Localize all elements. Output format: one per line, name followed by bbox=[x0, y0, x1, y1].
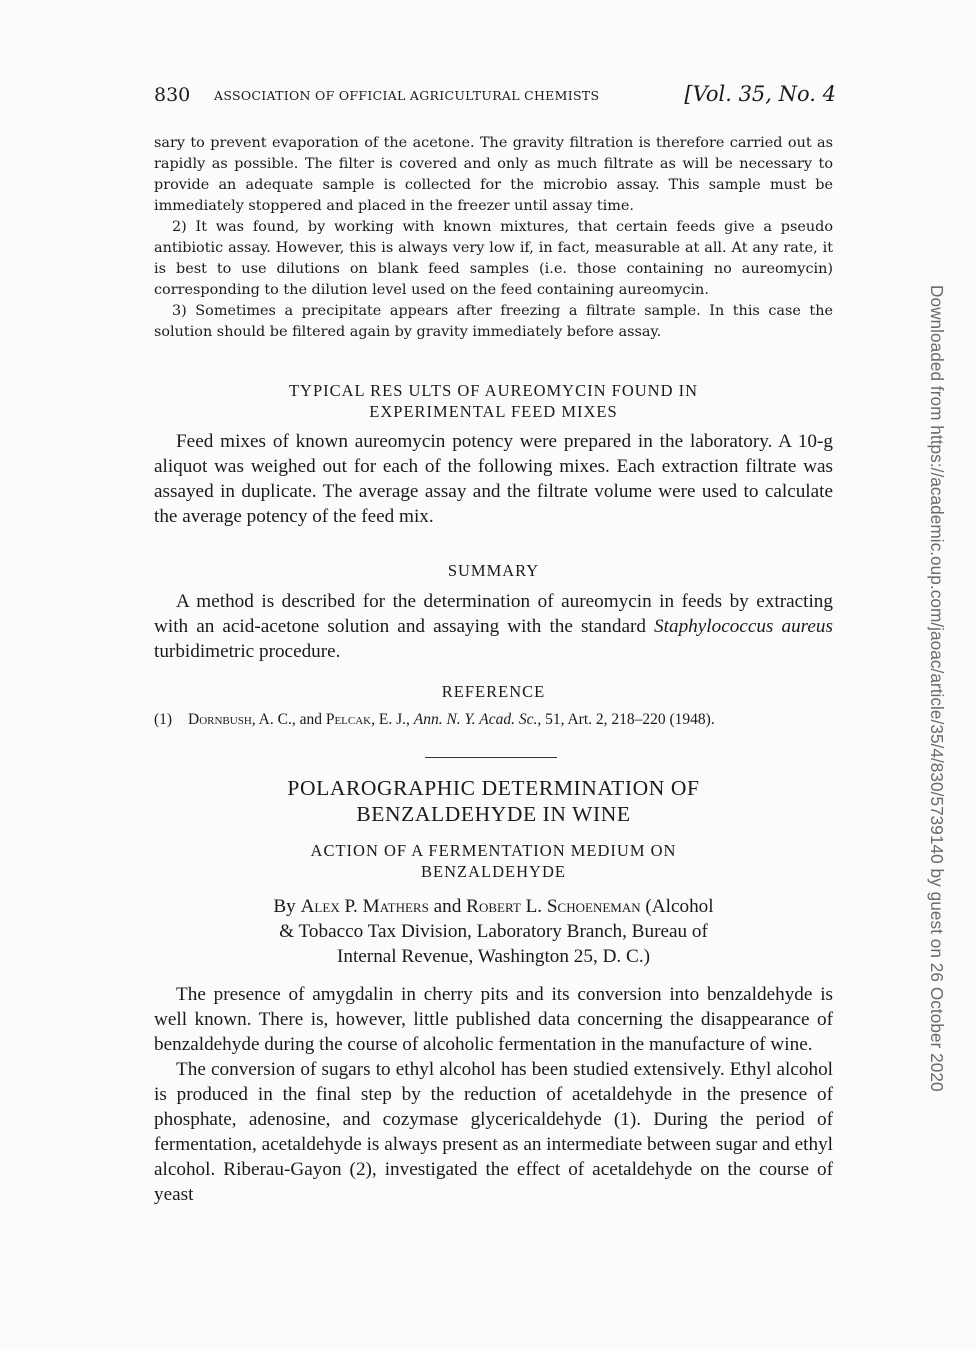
reference-heading: REFERENCE bbox=[441, 682, 546, 701]
byline-line bbox=[154, 894, 833, 919]
reference-text: , E. J., bbox=[371, 711, 414, 728]
running-header bbox=[154, 82, 836, 112]
article-body bbox=[154, 982, 833, 1207]
author-byline bbox=[154, 894, 833, 969]
byline-text: By bbox=[273, 896, 301, 917]
note-paragraph-1: sary to prevent evaporation of the acetone. The gravity filtration is therefore carried out as rapidly as possible. The filter is covered and only as much filtrate as will be necessary to provide an adequate sample is collected for the microbio assay. This sample must be immediately stoppered and placed in the freezer until assay time. bbox=[154, 135, 833, 214]
reference-number: (1) bbox=[154, 711, 173, 728]
summary-text-part: turbidimetric procedure. bbox=[154, 641, 341, 662]
journal-name: ASSOCIATION OF OFFICIAL AGRICULTURAL CHEMISTS bbox=[214, 88, 600, 103]
reference-text: , 51, Art. 2, 218–220 (1948). bbox=[537, 711, 715, 728]
author-name: Alex P. Mathers bbox=[300, 896, 429, 917]
byline-text: (Alcohol bbox=[640, 896, 714, 917]
subtitle-line: BENZALDEHYDE bbox=[421, 862, 566, 881]
affiliation-line: Internal Revenue, Washington 25, D. C.) bbox=[336, 946, 651, 967]
paragraph: Feed mixes of known aureomycin potency were prepared in the laboratory. A 10-g aliquot was weighed out for each of the following mixes. Each extraction filtrate was assayed in duplicate. The average assay and the filtrate volume were used to calculate the average potency of the feed mix. bbox=[154, 431, 833, 527]
subtitle-line: ACTION OF A FERMENTATION MEDIUM ON bbox=[310, 841, 677, 860]
paragraph: The conversion of sugars to ethyl alcohol has been studied extensively. Ethyl alcohol is produced in the final step by the reduction of acetaldehyde in the presence of phosphate, adenosine, and cozymase glycericaldehyde (1). During the period of fermentation, acetaldehyde is always present as an intermediate between sugar and ethyl alcohol. Riberau-Gayon (2), investigated the effect of acetaldehyde on the course of yeast bbox=[154, 1059, 833, 1205]
volume-issue: [Vol. 35, No. 4 bbox=[684, 82, 836, 106]
typical-results-heading bbox=[154, 380, 833, 422]
affiliation-line: & Tobacco Tax Division, Laboratory Branch, Bureau of bbox=[279, 921, 708, 942]
paragraph bbox=[154, 589, 833, 664]
reference-entry bbox=[154, 710, 836, 730]
title-line: BENZALDEHYDE IN WINE bbox=[356, 802, 631, 826]
note-paragraph-3: 3) Sometimes a precipitate appears after freezing a filtrate sample. In this case the solution should be filtered again by gravity immediately before assay. bbox=[154, 303, 833, 340]
paragraph: The presence of amygdalin in cherry pits and its conversion into benzaldehyde is well known. There is, however, little published data concerning the disappearance of benzaldehyde during the course of alcoholic fermentation in the manufacture of wine. bbox=[154, 984, 833, 1055]
title-line: POLAROGRAPHIC DETERMINATION OF bbox=[287, 776, 700, 800]
author-name: Dornbush bbox=[188, 711, 252, 728]
reference-journal: Ann. N. Y. Acad. Sc. bbox=[413, 711, 538, 728]
article-subtitle bbox=[154, 840, 833, 882]
summary-text-part: A method is described for the determination of aureomycin in feeds by extracting with an acid-acetone solution and assaying with the standard bbox=[154, 591, 833, 637]
article-title bbox=[154, 775, 833, 827]
section-divider bbox=[425, 757, 557, 758]
intro-notes bbox=[154, 133, 833, 343]
reference-text: , A. C., and bbox=[251, 711, 326, 728]
organism-name: Staphylococcus aureus bbox=[654, 616, 833, 637]
reference-body bbox=[188, 710, 836, 730]
heading-line: TYPICAL RES ULTS OF AUREOMYCIN FOUND IN bbox=[288, 381, 699, 400]
summary-heading: SUMMARY bbox=[447, 561, 540, 580]
byline-text: and bbox=[428, 896, 467, 917]
typical-results-text bbox=[154, 429, 833, 529]
watermark-text: Downloaded from https://academic.oup.com/jaoac/article/35/4/830/5739140 by guest on 26 October 2020 bbox=[927, 285, 947, 1092]
author-name: Robert L. Schoeneman bbox=[466, 896, 641, 917]
page-number: 830 bbox=[154, 84, 191, 106]
summary-text bbox=[154, 589, 833, 664]
heading-line: EXPERIMENTAL FEED MIXES bbox=[369, 402, 618, 421]
download-watermark bbox=[925, 285, 949, 1092]
note-paragraph-2: 2) It was found, by working with known mixtures, that certain feeds give a pseudo antibiotic assay. However, this is always very low if, in fact, measurable at all. At any rate, it is best to use dilutions on blank feed samples (i.e. those containing no aureomycin) corresponding to the dilution level used on the feed containing aureomycin. bbox=[154, 219, 833, 298]
author-name: Pelcak bbox=[325, 711, 372, 728]
